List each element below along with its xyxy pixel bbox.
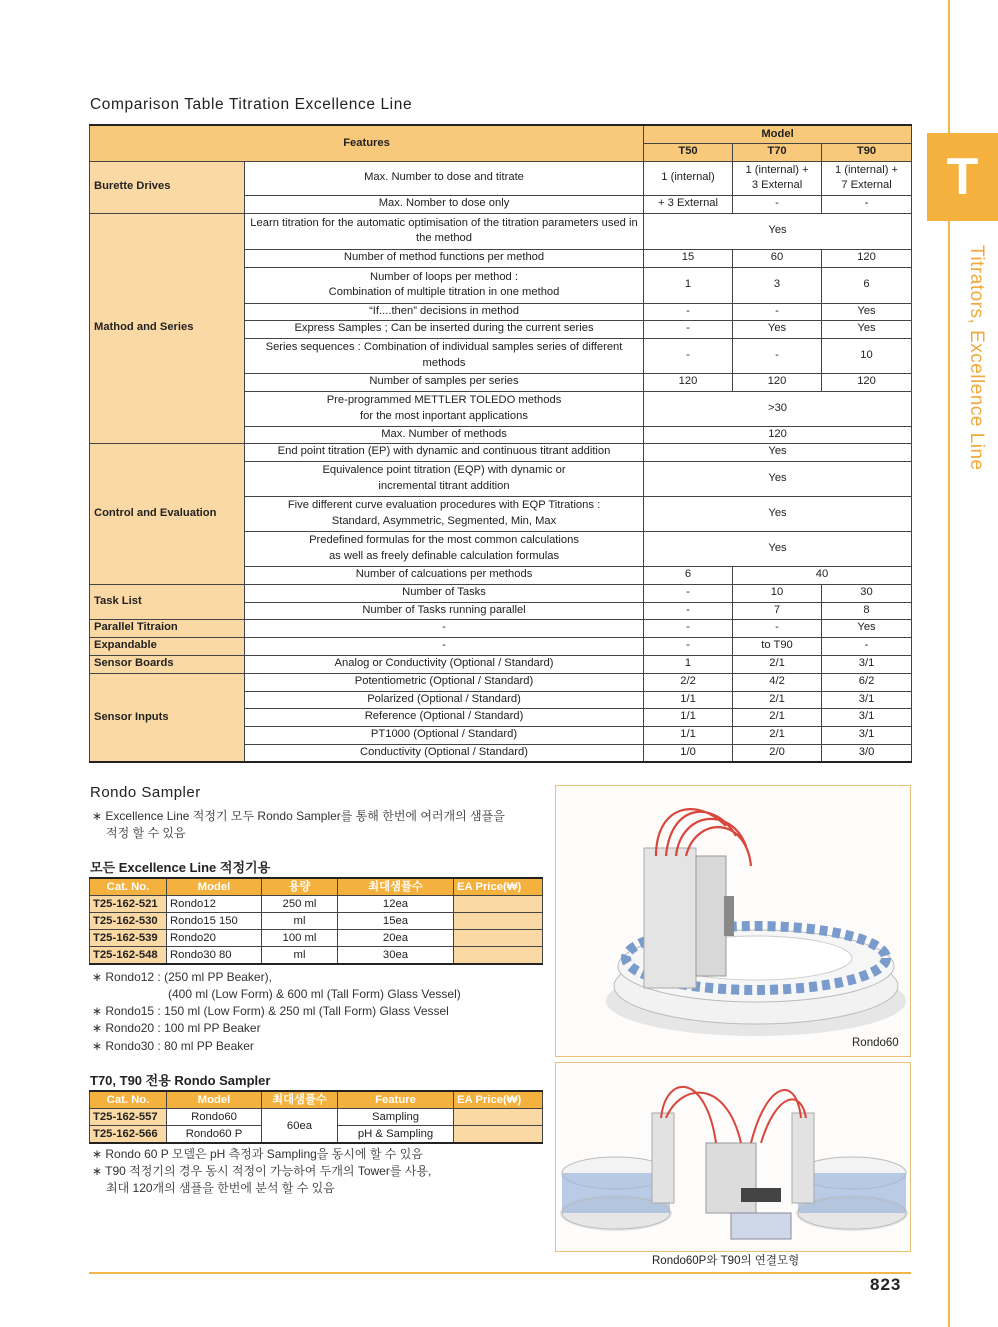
feature-cell: Number of method functions per method <box>245 249 644 267</box>
t2-header-cat: Cat. No. <box>90 1091 167 1109</box>
features-header: Features <box>90 125 644 161</box>
value-cell-t50: 1 <box>644 267 733 303</box>
value-cell-t70: 3 <box>733 267 822 303</box>
feature-cell: Predefined formulas for the most common calculations as well as freely definable calculation formulas <box>245 531 644 566</box>
value-cell-t70: 2/0 <box>733 744 822 762</box>
feature-cell: Number of loops per method : Combination of multiple titration in one method <box>245 267 644 303</box>
value-cell-t90: Yes <box>822 303 912 320</box>
value-cell-t70: 7 <box>733 602 822 619</box>
note-line: ∗ Rondo12 : (250 ml PP Beaker), <box>92 970 272 984</box>
t1-model: Rondo20 <box>167 930 262 947</box>
table-row <box>90 213 912 249</box>
note-line: (400 ml (Low Form) & 600 ml (Tall Form) Glass Vessel) <box>168 987 461 1001</box>
value-cell-t90: Yes <box>822 619 912 637</box>
value-cell-t50: - <box>644 584 733 602</box>
t1-header-cat: Cat. No. <box>90 878 167 896</box>
feature-cell: Number of Tasks <box>245 584 644 602</box>
t2-header-feature: Feature <box>338 1091 454 1109</box>
t90-header: T90 <box>822 143 912 161</box>
value-cell-t90: 120 <box>822 373 912 391</box>
feature-cell: Equivalence point titration (EQP) with dynamic or incremental titrant addition <box>245 461 644 496</box>
table-row <box>90 443 912 461</box>
value-cell-t50: 15 <box>644 249 733 267</box>
group-label: Sensor Inputs <box>90 673 245 762</box>
value-cell-t90: 1 (internal) + 7 External <box>822 161 912 195</box>
t2-cat: T25-162-566 <box>90 1126 167 1144</box>
t1-header-volume: 용량 <box>262 878 338 896</box>
value-cell-all: >30 <box>644 391 912 426</box>
rondo60-illustration <box>556 786 910 1056</box>
t1-price <box>454 896 543 913</box>
note-line: ∗ T90 적정기의 경우 동시 적정이 가능하여 두개의 Tower를 사용, <box>92 1164 432 1178</box>
t1-model: Rondo15 150 <box>167 913 262 930</box>
value-cell-t90: 6 <box>822 267 912 303</box>
group-label: Control and Evaluation <box>90 443 245 584</box>
table-row <box>90 619 912 637</box>
t1-max: 15ea <box>338 913 454 930</box>
feature-cell: - <box>245 619 644 637</box>
value-cell-t50: 120 <box>644 373 733 391</box>
t1-price <box>454 913 543 930</box>
t2-feature: pH & Sampling <box>338 1126 454 1144</box>
t2-feature: Sampling <box>338 1109 454 1126</box>
side-title: Titrators, Excellence Line <box>966 245 987 471</box>
table-row <box>90 637 912 655</box>
table2-heading: T70, T90 전용 Rondo Sampler <box>90 1073 271 1088</box>
value-cell-t50: 1 (internal) <box>644 161 733 195</box>
note-line: ∗ Rondo 60 P 모델은 pH 측정과 Sampling을 동시에 할 수 있음 <box>92 1147 423 1161</box>
value-cell-t70: to T90 <box>733 637 822 655</box>
table-row <box>90 930 543 947</box>
footer-rule <box>89 1272 911 1274</box>
value-cell-t70-t90: 40 <box>733 566 912 584</box>
t2-cat: T25-162-557 <box>90 1109 167 1126</box>
value-cell-t90: 8 <box>822 602 912 619</box>
t1-cat: T25-162-548 <box>90 947 167 965</box>
t1-volume: 100 ml <box>262 930 338 947</box>
note-line: ∗ Rondo20 : 100 ml PP Beaker <box>92 1021 261 1035</box>
feature-cell: Number of samples per series <box>245 373 644 391</box>
value-cell-all: Yes <box>644 531 912 566</box>
value-cell-t90: 10 <box>822 338 912 373</box>
feature-cell: Series sequences : Combination of individual samples series of different methods <box>245 338 644 373</box>
value-cell-t70: - <box>733 619 822 637</box>
t2-header-price: EA Price(₩) <box>454 1091 543 1109</box>
value-cell-t70: - <box>733 195 822 213</box>
table1-heading: 모든 Excellence Line 적정기용 <box>90 860 271 875</box>
table-row <box>90 913 543 930</box>
table-row <box>90 896 543 913</box>
t1-max: 12ea <box>338 896 454 913</box>
rondo60-caption: Rondo60 <box>852 1037 899 1049</box>
t1-header-max: 최대샘플수 <box>338 878 454 896</box>
rondo60p-t90-photo <box>555 1062 911 1252</box>
feature-cell: Potentiometric (Optional / Standard) <box>245 673 644 691</box>
group-label: Mathod and Series <box>90 213 245 443</box>
t2-price <box>454 1126 543 1144</box>
t1-volume: 250 ml <box>262 896 338 913</box>
t1-max: 20ea <box>338 930 454 947</box>
t1-cat: T25-162-521 <box>90 896 167 913</box>
value-cell-t70: Yes <box>733 320 822 338</box>
feature-cell: Number of calcuations per methods <box>245 566 644 584</box>
value-cell-t70: 120 <box>733 373 822 391</box>
value-cell-t70: 2/1 <box>733 708 822 726</box>
feature-cell: “If....then” decisions in method <box>245 303 644 320</box>
rondo-table-2 <box>89 1090 543 1144</box>
note-line: ∗ Rondo15 : 150 ml (Low Form) & 250 ml (Tall Form) Glass Vessel <box>92 1004 449 1018</box>
value-cell-t50: - <box>644 602 733 619</box>
value-cell-t50: 6 <box>644 566 733 584</box>
t1-cat: T25-162-539 <box>90 930 167 947</box>
rondo60p-t90-caption: Rondo60P와 T90의 연결모형 <box>652 1255 800 1267</box>
note-line: ∗ Rondo30 : 80 ml PP Beaker <box>92 1039 254 1053</box>
feature-cell: Analog or Conductivity (Optional / Standard) <box>245 655 644 673</box>
comparison-table <box>89 124 912 763</box>
table-row <box>90 947 543 965</box>
rondo-intro-1: ∗ Excellence Line 적정기 모두 Rondo Sampler를 통해 한번에 여러개의 샘플을 <box>92 809 505 823</box>
value-cell-t90: 3/1 <box>822 726 912 744</box>
value-cell-t90: - <box>822 195 912 213</box>
note-line: 최대 120개의 샘플을 한번에 분석 할 수 있음 <box>106 1181 335 1195</box>
table-row <box>90 655 912 673</box>
value-cell-t90: 3/1 <box>822 655 912 673</box>
feature-cell: Max. Number of methods <box>245 426 644 443</box>
t1-model: Rondo30 80 <box>167 947 262 965</box>
feature-cell: Max. Nomber to dose only <box>245 195 644 213</box>
rondo60p-t90-illustration <box>556 1063 910 1251</box>
value-cell-t70: - <box>733 303 822 320</box>
value-cell-all: Yes <box>644 443 912 461</box>
page-title: Comparison Table Titration Excellence Line <box>90 96 413 113</box>
group-label: Expandable <box>90 637 245 655</box>
feature-cell: Conductivity (Optional / Standard) <box>245 744 644 762</box>
t2-price <box>454 1109 543 1126</box>
feature-cell: Reference (Optional / Standard) <box>245 708 644 726</box>
t50-header: T50 <box>644 143 733 161</box>
value-cell-all: Yes <box>644 496 912 531</box>
value-cell-t70: 10 <box>733 584 822 602</box>
feature-cell: Polarized (Optional / Standard) <box>245 691 644 708</box>
value-cell-t50: - <box>644 338 733 373</box>
value-cell-t90: - <box>822 637 912 655</box>
feature-cell: End point titration (EP) with dynamic and continuous titrant addition <box>245 443 644 461</box>
group-label: Burette Drives <box>90 161 245 213</box>
table-row <box>90 673 912 691</box>
t2-model: Rondo60 <box>167 1109 262 1126</box>
feature-cell: Express Samples ; Can be inserted during the current series <box>245 320 644 338</box>
value-cell-t70: 2/1 <box>733 726 822 744</box>
value-cell-all: 120 <box>644 426 912 443</box>
t1-volume: ml <box>262 913 338 930</box>
t1-header-model: Model <box>167 878 262 896</box>
feature-cell: Number of Tasks running parallel <box>245 602 644 619</box>
t1-cat: T25-162-530 <box>90 913 167 930</box>
section-letter: T <box>946 148 979 206</box>
t1-model: Rondo12 <box>167 896 262 913</box>
table-row <box>90 161 912 195</box>
value-cell-t50: 1/1 <box>644 726 733 744</box>
table-row <box>90 584 912 602</box>
t1-max: 30ea <box>338 947 454 965</box>
value-cell-t70: - <box>733 338 822 373</box>
value-cell-t90: 30 <box>822 584 912 602</box>
t70-header: T70 <box>733 143 822 161</box>
value-cell-t50: 1 <box>644 655 733 673</box>
feature-cell: Learn titration for the automatic optimisation of the titration parameters used in the method <box>245 213 644 249</box>
value-cell-t90: 3/0 <box>822 744 912 762</box>
value-cell-all: Yes <box>644 461 912 496</box>
page-number: 823 <box>870 1275 902 1294</box>
value-cell-t70: 1 (internal) + 3 External <box>733 161 822 195</box>
rondo60-photo <box>555 785 911 1057</box>
feature-cell: - <box>245 637 644 655</box>
feature-cell: Five different curve evaluation procedures with EQP Titrations : Standard, Asymmetric, Segmented, Min, Max <box>245 496 644 531</box>
rondo-intro-2: 적정 할 수 있음 <box>106 826 186 840</box>
value-cell-t50: - <box>644 320 733 338</box>
feature-cell: Pre-programmed METTLER TOLEDO methods for the most inportant applications <box>245 391 644 426</box>
value-cell-t90: Yes <box>822 320 912 338</box>
value-cell-all: Yes <box>644 213 912 249</box>
model-header: Model <box>644 125 912 143</box>
value-cell-t90: 3/1 <box>822 708 912 726</box>
t2-header-model: Model <box>167 1091 262 1109</box>
rondo-heading: Rondo Sampler <box>90 784 201 801</box>
feature-cell: PT1000 (Optional / Standard) <box>245 726 644 744</box>
group-label: Parallel Titraion <box>90 619 245 637</box>
value-cell-t70: 2/1 <box>733 655 822 673</box>
section-tab <box>927 133 998 221</box>
value-cell-t90: 6/2 <box>822 673 912 691</box>
value-cell-t50: 1/0 <box>644 744 733 762</box>
group-label: Task List <box>90 584 245 619</box>
t2-samples: 60ea <box>262 1109 338 1144</box>
value-cell-t70: 60 <box>733 249 822 267</box>
t1-volume: ml <box>262 947 338 965</box>
value-cell-t90: 3/1 <box>822 691 912 708</box>
value-cell-t50: - <box>644 303 733 320</box>
value-cell-t90: 120 <box>822 249 912 267</box>
value-cell-t50: 2/2 <box>644 673 733 691</box>
t1-header-price: EA Price(₩) <box>454 878 543 896</box>
value-cell-t50: 1/1 <box>644 691 733 708</box>
value-cell-t50: 1/1 <box>644 708 733 726</box>
t2-header-max: 최대샘플수 <box>262 1091 338 1109</box>
t2-model: Rondo60 P <box>167 1126 262 1144</box>
feature-cell: Max. Number to dose and titrate <box>245 161 644 195</box>
value-cell-t50: - <box>644 619 733 637</box>
group-label: Sensor Boards <box>90 655 245 673</box>
rondo-table-1 <box>89 877 543 965</box>
value-cell-t50: + 3 External <box>644 195 733 213</box>
value-cell-t70: 4/2 <box>733 673 822 691</box>
value-cell-t70: 2/1 <box>733 691 822 708</box>
value-cell-t50: - <box>644 637 733 655</box>
t1-price <box>454 947 543 965</box>
t1-price <box>454 930 543 947</box>
